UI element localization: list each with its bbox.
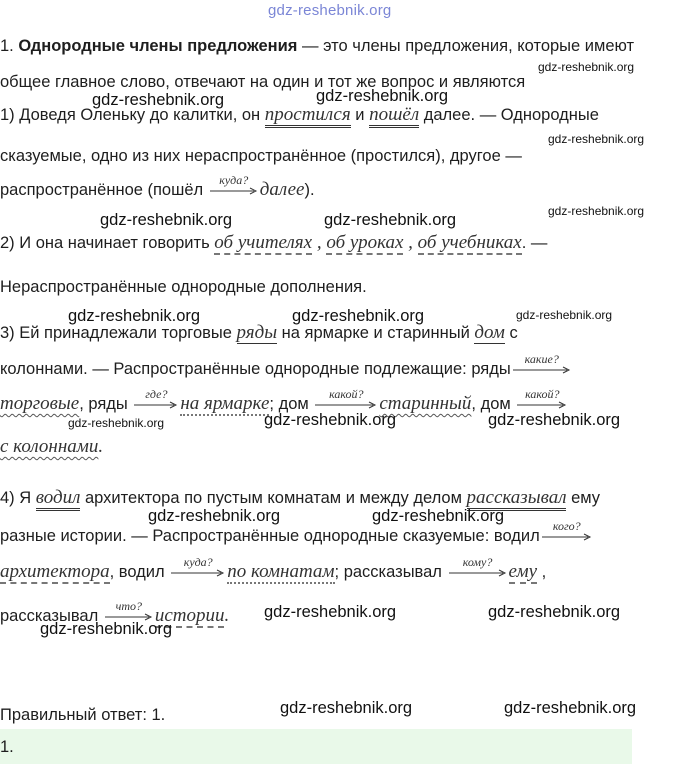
example-1-end: ).	[304, 181, 315, 199]
example-1-line-2: сказуемые, одно из них нераспространённое (простился), другое —	[0, 147, 522, 165]
example-1-line-1	[0, 105, 599, 125]
predicate-poshel: пошёл	[369, 104, 419, 128]
example-4-line-2	[0, 519, 594, 546]
definition-torgovye: торговые	[0, 393, 80, 414]
watermark: gdz-reshebnik.org	[264, 603, 397, 621]
watermark: gdz-reshebnik.org	[292, 307, 425, 325]
watermark: gdz-reshebnik.org	[372, 507, 505, 525]
example-4-line-1	[0, 488, 600, 508]
example-4-middle: архитектора по пустым комнатам и между делом	[80, 489, 467, 507]
example-4-line-3	[0, 555, 547, 582]
watermark: gdz-reshebnik.org	[548, 204, 645, 218]
question-arrow: где?	[134, 393, 178, 411]
question-arrow: что?	[105, 605, 153, 623]
question-arrow: какой?	[517, 393, 567, 411]
subject-dom: дом	[474, 322, 505, 343]
watermark: gdz-reshebnik.org	[148, 507, 281, 525]
example-4-line-2-text: разные истории. — Распространённые однородные сказуемые: водил	[0, 527, 540, 545]
example-4-vodil: , водил	[109, 563, 170, 581]
example-2-text: 2) И она начинает говорить	[0, 234, 215, 252]
watermark: gdz-reshebnik.org	[68, 307, 201, 325]
example-1-text: 1) Доведя Оленьку до калитки, он	[0, 106, 265, 124]
example-3-line-2-text: колоннами. — Распространённые однородные подлежащие: ряды	[0, 360, 511, 378]
question-arrow: куда?	[171, 561, 225, 579]
question-arrow: куда?	[210, 179, 258, 197]
example-4-line-4-text: рассказывал	[0, 607, 103, 625]
example-3-line-4	[0, 437, 103, 457]
period: .	[224, 605, 230, 626]
question-arrow: кого?	[542, 525, 592, 543]
object-arhitektora: архитектора	[0, 561, 110, 582]
predicate-vodil: водил	[36, 487, 81, 511]
comma: ,	[403, 232, 418, 253]
example-3-text: 3) Ей принадлежали торговые	[0, 324, 237, 342]
example-3-ryady: , ряды	[79, 395, 133, 413]
watermark: gdz-reshebnik.org	[316, 87, 449, 105]
subject-ryady: ряды	[236, 322, 278, 343]
comma: ,	[312, 232, 327, 253]
adverbial-dalee: далее	[259, 179, 305, 200]
example-3-line-2	[0, 352, 573, 379]
definition-line-1	[0, 36, 634, 56]
watermark: gdz-reshebnik.org	[40, 620, 173, 638]
example-1-tail: далее. — Однородные	[419, 106, 599, 124]
predicate-rasskazyval: рассказывал	[467, 487, 567, 511]
watermark-top: gdz-reshebnik.org	[268, 2, 392, 19]
watermark: gdz-reshebnik.org	[264, 411, 397, 429]
question-arrow: какой?	[315, 393, 377, 411]
watermark: gdz-reshebnik.org	[100, 211, 233, 229]
watermark: gdz-reshebnik.org	[324, 211, 457, 229]
answer-box	[0, 729, 632, 764]
predicate-prostilsya: простился	[265, 104, 351, 128]
question-arrow: кому?	[449, 561, 507, 579]
watermark: gdz-reshebnik.org	[516, 308, 613, 322]
watermark: gdz-reshebnik.org	[92, 91, 225, 109]
example-4-text: 4) Я	[0, 489, 36, 507]
watermark: gdz-reshebnik.org	[488, 603, 621, 621]
example-3-middle: на ярмарке и старинный	[277, 324, 475, 342]
watermark: gdz-reshebnik.org	[68, 416, 165, 430]
example-3-dom-2: , дом	[471, 395, 516, 413]
adverbial-po-komnatam: по комнатам	[227, 561, 335, 582]
watermark: gdz-reshebnik.org	[280, 699, 413, 717]
definition-s-kolonnami: с колоннами	[0, 436, 99, 457]
watermark: gdz-reshebnik.org	[548, 132, 645, 146]
object-emu: ему	[508, 561, 538, 582]
definition-number: 1.	[0, 37, 19, 55]
object-istorii: истории	[154, 605, 225, 626]
example-2-line-1	[0, 233, 547, 253]
dash: . —	[521, 234, 548, 252]
definition-starinnyy: старинный	[379, 393, 472, 414]
period: .	[98, 436, 104, 457]
example-3-line-1	[0, 323, 518, 343]
example-2-line-2: Нераспространённые однородные дополнения.	[0, 278, 367, 296]
example-4-rasskazyval: ; рассказывал	[334, 563, 447, 581]
watermark: gdz-reshebnik.org	[504, 699, 637, 717]
definition-text: — это члены предложения, которые имеют	[297, 37, 635, 55]
example-1-line-3	[0, 173, 315, 200]
conjunction: и	[350, 106, 370, 124]
comma: ,	[537, 563, 547, 581]
object-ob-urokah: об уроках	[326, 232, 404, 253]
object-ob-uchitelyah: об учителях	[214, 232, 313, 253]
answer-value: 1.	[0, 738, 14, 756]
adverbial-na-yarmarke: на ярмарке	[180, 393, 270, 414]
watermark: gdz-reshebnik.org	[488, 411, 621, 429]
definition-term: Однородные члены предложения	[18, 37, 298, 55]
object-ob-uchebnikah: об учебниках	[417, 232, 522, 253]
watermark: gdz-reshebnik.org	[538, 60, 635, 74]
example-3-dom: ; дом	[269, 395, 314, 413]
definition-line-2: общее главное слово, отвечают на один и тот же вопрос и являются	[0, 73, 526, 91]
example-1-line-3-text: распространённое (пошёл	[0, 181, 208, 199]
question-arrow: какие?	[513, 358, 571, 376]
example-3-tail: с	[504, 324, 518, 342]
example-4-tail: ему	[566, 489, 601, 507]
correct-answer-label: Правильный ответ: 1.	[0, 706, 166, 724]
